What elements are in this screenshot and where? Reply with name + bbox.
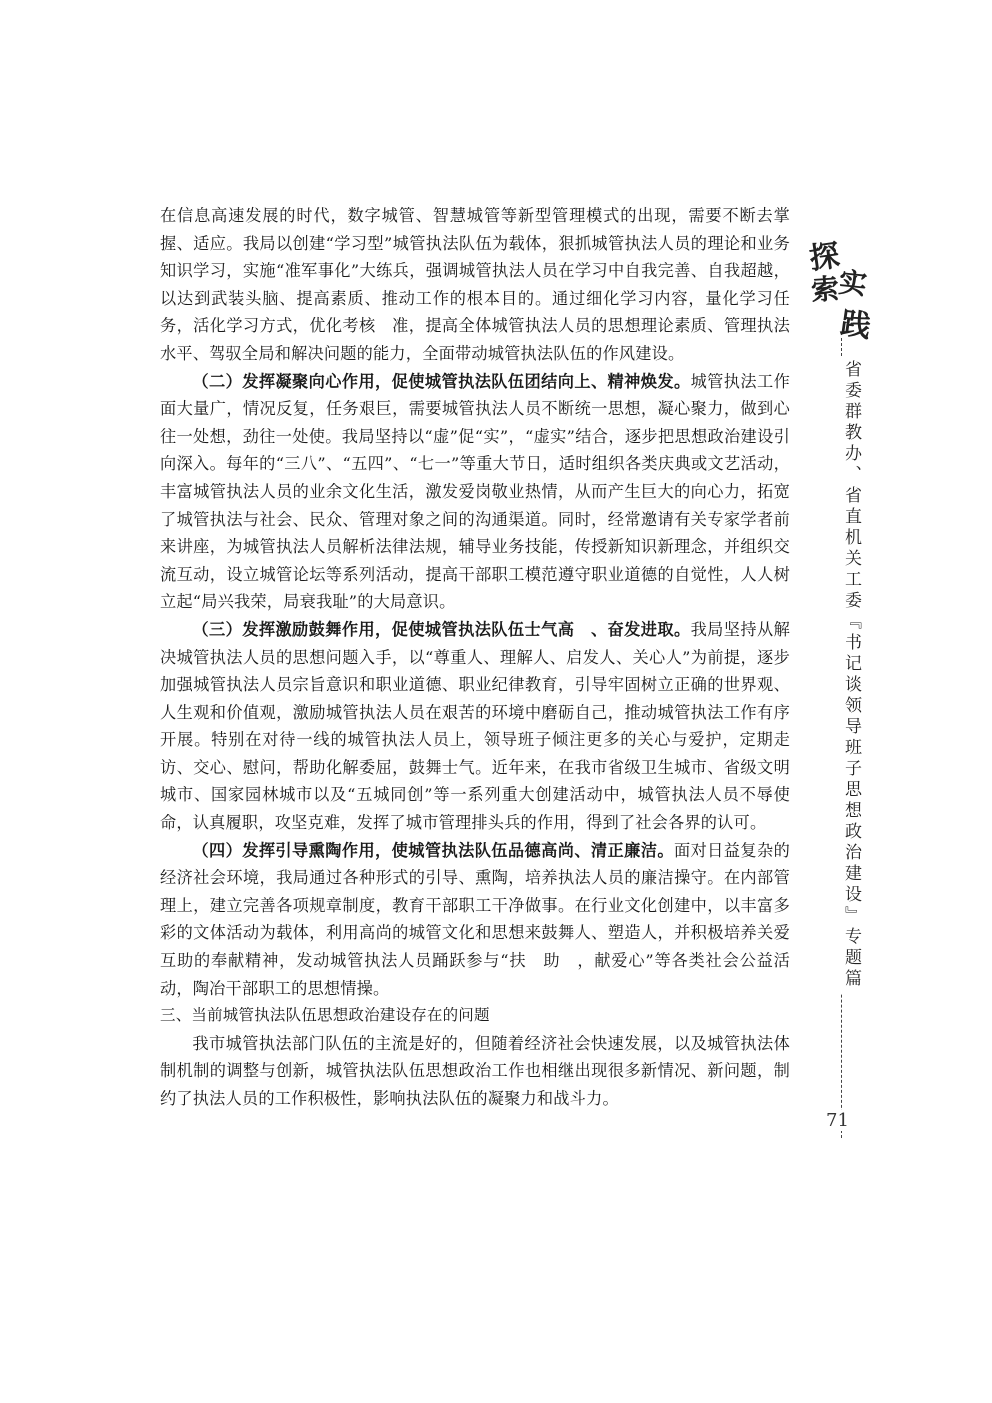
paragraph-3 xyxy=(160,616,790,837)
paragraph-2 xyxy=(160,368,790,616)
paragraph-3-heading: （三）发挥激励鼓舞作用，促使城管执法队伍士气高 、奋发进取。 xyxy=(192,619,691,639)
logo-char-2: 实 xyxy=(837,265,869,302)
article-body xyxy=(160,202,790,1113)
sidebar-title: 省委群教办、省直机关工委『书记谈领导班子思想政治建设』专题篇 xyxy=(839,356,863,994)
logo-char-4: 践 xyxy=(838,306,873,345)
paragraph-3-body: 我局坚持从解决城管执法人员的思想问题入手，以“尊重人、理解人、启发人、关心人”为前提，逐步加强城管执法人员宗旨意识和职业道德、职业纪律教育，引导牢固树立正确的世界观、人生观和价值观，激励城管执法人员在艰苦的环境中磨砺自己，推动城管执法工作有序开展。特别在对待一线的城管执法人员上，领导班子倾注更多的关心与爱护，定期走访、交心、慰问，帮助化解委屈，鼓舞士气。近年来，在我市省级卫生城市、省级文明城市、国家园林城市以及“五城同创”等一系列重大创建活动中，城管执法人员不辱使命，认真履职，攻坚克难，发挥了城市管理排头兵的作用，得到了社会各界的认可。 xyxy=(160,619,790,833)
paragraph-4-heading: （四）发挥引导熏陶作用，使城管执法队伍品德高尚、清正廉洁。 xyxy=(192,840,674,860)
sidebar xyxy=(805,228,875,1148)
sidebar-logo xyxy=(805,228,875,345)
page-number: 71 xyxy=(826,1110,849,1131)
paragraph-4 xyxy=(160,837,790,1003)
paragraph-2-heading: （二）发挥凝聚向心作用，促使城管执法队伍团结向上、精神焕发。 xyxy=(192,371,691,391)
logo-char-1: 探 xyxy=(807,238,842,277)
logo-char-3: 索 xyxy=(809,272,841,307)
paragraph-1: 在信息高速发展的时代，数字城管、智慧城管等新型管理模式的出现，需要不断去掌握、适应。我局以创建“学习型”城管执法队伍为载体，狠抓城管执法人员的理论和业务知识学习，实施“准军事化”大练兵，强调城管执法人员在学习中自我完善、自我超越，以达到武装头脑、提高素质、推动工作的根本目的。通过细化学习内容，量化学习任务，活化学习方式，优化考核 准，提高全体城管执法人员的思想理论素质、管理执法水平、驾驭全局和解决问题的能力，全面带动城管执法队伍的作风建设。 xyxy=(160,206,790,363)
section-3-heading: 三、当前城管执法队伍思想政治建设存在的问题 xyxy=(160,1006,490,1025)
paragraph-4-body: 面对日益复杂的经济社会环境，我局通过各种形式的引导、熏陶，培养执法人员的廉洁操守。在内部管理上，建立完善各项规章制度，教育干部职工干净做事。在行业文化创建中，以丰富多彩的文体活动为载体，利用高尚的城管文化和思想来鼓舞人、塑造人，并积极培养关爱互助的奉献精神，发动城管执法人员踊跃参与“扶 助 ，献爱心”等各类社会公益活动，陶冶干部职工的思想情操。 xyxy=(160,840,790,998)
paragraph-2-body: 城管执法工作面大量广，情况反复，任务艰巨，需要城管执法人员不断统一思想，凝心聚力，做到心往一处想，劲往一处使。我局坚持以“虚”促“实”，“虚实”结合，逐步把思想政治建设引向深入。每年的“三八”、“五四”、“七一”等重大节日，适时组织各类庆典或文艺活动，丰富城管执法人员的业余文化生活，激发爱岗敬业热情，从而产生巨大的向心力，拓宽了城管执法与社会、民众、管理对象之间的沟通渠道。同时，经常邀请有关专家学者前来讲座，为城管执法人员解析法律法规，辅导业务技能，传授新知识新理念，并组织交流互动，设立城管论坛等系列活动，提高干部职工模范遵守职业道德的自觉性，人人树立起“局兴我荣，局衰我耻”的大局意识。 xyxy=(160,371,790,612)
paragraph-5: 我市城管执法部门队伍的主流是好的，但随着经济社会快速发展，以及城管执法体制机制的调整与创新，城管执法队伍思想政治工作也相继出现很多新情况、新问题，制约了执法人员的工作积极性，影响执法队伍的凝聚力和战斗力。 xyxy=(160,1033,790,1108)
